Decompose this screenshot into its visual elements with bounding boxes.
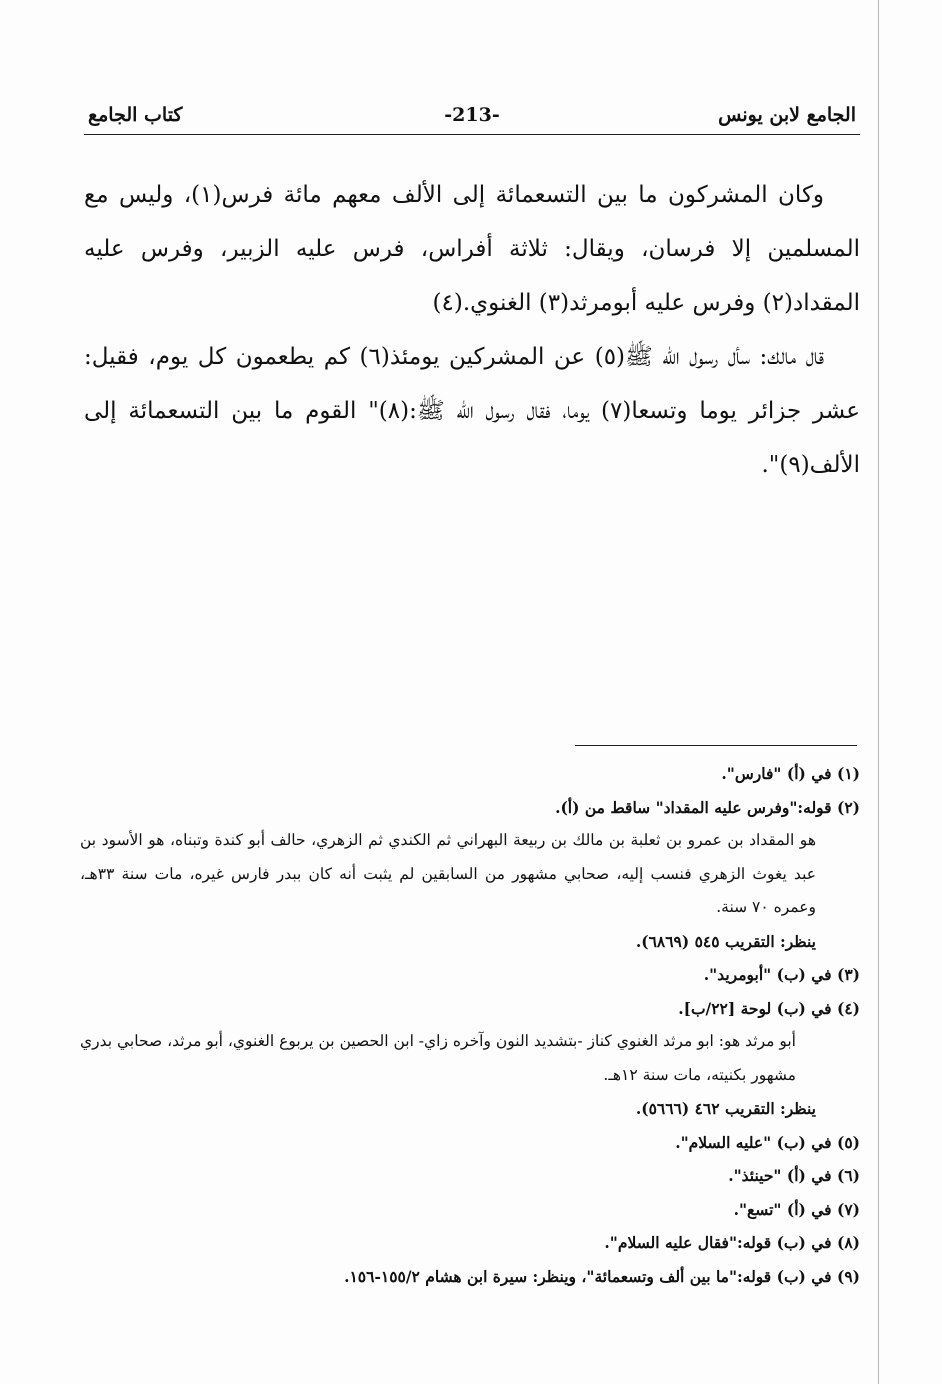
main-text bbox=[84, 168, 860, 492]
footnote: (٢) قوله:"وفرس عليه المقداد" ساقط من (أ). bbox=[555, 797, 860, 817]
footnote-divider bbox=[575, 745, 857, 746]
footnotes bbox=[80, 757, 860, 1293]
footnote: (٩) في (ب) قوله:"ما بين ألف وتسعمائة"، وينظر: سيرة ابن هشام ١٥٥/٢-١٥٦. bbox=[344, 1266, 860, 1286]
footnote: (٣) في (ب) "أبومريد". bbox=[703, 965, 860, 984]
paragraph: وكان المشركون ما بين التسعمائة إلى الألف معهم مائة فرس(١)، وليس مع المسلمين إلا فرسان، ويقال: ثلاثة أفراس، فرس عليه الزبير، وفرس عليه المقداد(٢) وفرس عليه أبومرثد(٣) الغنوي.(٤) bbox=[84, 182, 860, 316]
page-edge-line bbox=[878, 0, 879, 1384]
page-number: -213- bbox=[444, 104, 500, 126]
header-section-title: كتاب الجامع bbox=[88, 104, 183, 126]
footnote: (٤) في (ب) لوحة [٢٢/ب]. bbox=[678, 998, 860, 1018]
footnote-reference: ينظر: التقريب ٤٦٢ (٥٦٦٦). bbox=[635, 1099, 816, 1118]
footnote: (٧) في (أ) "تسع". bbox=[733, 1199, 860, 1219]
footnote: (١) في (أ) "فارس". bbox=[721, 764, 860, 783]
footnote: (٦) في (أ) "حينئذ". bbox=[728, 1166, 860, 1185]
paragraph: قال مالك: سأل رسول الله ﷺ(٥) عن المشركين يومئذ(٦) كم يطعمون كل يوم، فقيل: عشر جزائر يوما وتسعا(٧) يوما، فقال رسول الله ﷺ:(٨)" القوم ما بين التسعمائة إلى الألف(٩)". bbox=[84, 344, 860, 478]
footnote: (٨) في (ب) قوله:"فقال عليه السلام". bbox=[604, 1233, 860, 1252]
footnote-reference: ينظر: التقريب ٥٤٥ (٦٨٦٩). bbox=[635, 931, 816, 951]
footnote: (٥) في (ب) "عليه السلام". bbox=[675, 1132, 860, 1152]
footnote-detail: هو المقداد بن عمرو بن ثعلبة بن مالك بن ربيعة البهراني ثم الكندي ثم الزهري، حالف أبو كندة وتبناه، هو الأسود بن عبد يغوث الزهري فنسب إليه، صحابي مشهور من السابقين لم يثبت أنه كان ببدر فارس غيره، مات سنة ٣٣هـ، وعمره ٧٠ سنة. bbox=[80, 831, 816, 916]
footnote-detail: أبو مرثد هو: ابو مرثد الغنوي كناز -بتشديد النون وآخره زاي- ابن الحصين بن يربوع الغنوي، أبو مرثد، صحابي بدري مشهور بكنيته، مات سنة ١٢هـ. bbox=[80, 1032, 796, 1084]
running-header bbox=[84, 100, 860, 135]
header-book-title: الجامع لابن يونس bbox=[718, 104, 856, 126]
